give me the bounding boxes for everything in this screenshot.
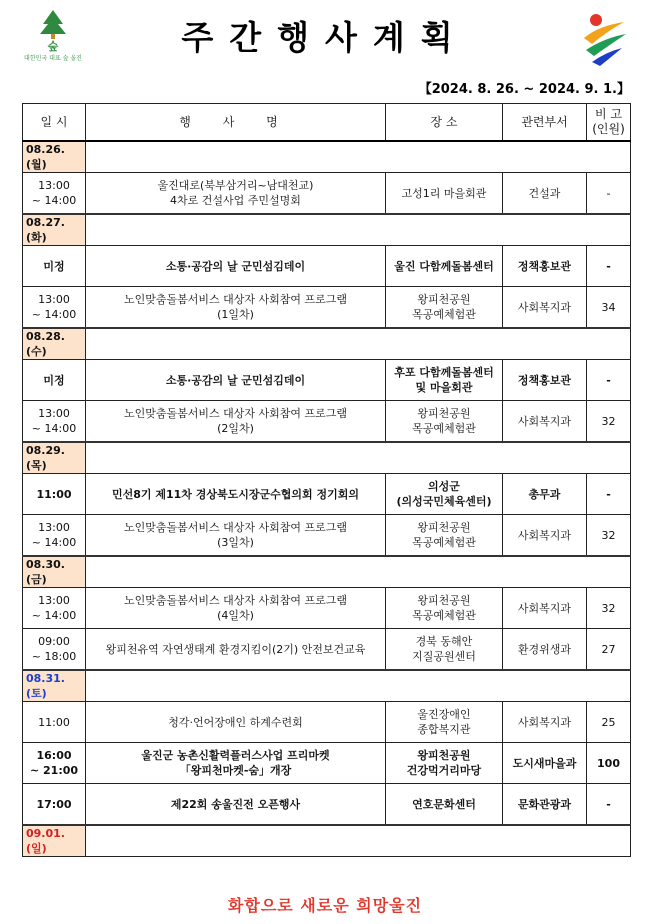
event-time-line2: ~ 14:00 bbox=[31, 194, 77, 207]
emblem bbox=[578, 8, 632, 68]
event-note: 32 bbox=[587, 588, 631, 629]
event-dept: 사회복지과 bbox=[503, 515, 587, 557]
event-dept: 문화관광과 bbox=[503, 784, 587, 826]
day-label: 08.31.(토) bbox=[23, 670, 86, 702]
event-name bbox=[86, 246, 386, 287]
event-time bbox=[23, 629, 86, 671]
event-time-line2: ~ 14:00 bbox=[31, 422, 77, 435]
event-place-line1: 경북 동해안 bbox=[415, 635, 473, 648]
event-row bbox=[23, 629, 631, 671]
event-row bbox=[23, 743, 631, 784]
event-name-line2: (3일차) bbox=[217, 536, 254, 549]
event-name-line1: 소통·공감의 날 군민섬김데이 bbox=[165, 259, 306, 273]
event-time-line1: 13:00 bbox=[38, 179, 70, 192]
event-note: 100 bbox=[587, 743, 631, 784]
event-row bbox=[23, 515, 631, 557]
event-row bbox=[23, 173, 631, 215]
event-note: 25 bbox=[587, 702, 631, 743]
event-name bbox=[86, 702, 386, 743]
event-time bbox=[23, 246, 86, 287]
event-name-line1: 울진군 농촌신활력플러스사업 프리마켓 bbox=[141, 749, 330, 762]
event-row bbox=[23, 474, 631, 515]
event-time-line1: 미정 bbox=[43, 259, 65, 273]
event-name bbox=[86, 515, 386, 557]
event-place-line1: 왕피천공원 bbox=[417, 749, 471, 762]
day-row-filler bbox=[86, 556, 631, 588]
day-row bbox=[23, 825, 631, 857]
event-place bbox=[386, 629, 503, 671]
event-time-line2: ~ 21:00 bbox=[29, 764, 79, 777]
event-time-line1: 17:00 bbox=[36, 797, 72, 811]
day-row-filler bbox=[86, 670, 631, 702]
day-row bbox=[23, 442, 631, 474]
event-time-line2: ~ 14:00 bbox=[31, 536, 77, 549]
event-row bbox=[23, 588, 631, 629]
event-time-line2: ~ 18:00 bbox=[31, 650, 77, 663]
event-note: - bbox=[587, 360, 631, 401]
event-note: 27 bbox=[587, 629, 631, 671]
event-row bbox=[23, 401, 631, 443]
event-place bbox=[386, 246, 503, 287]
event-place bbox=[386, 287, 503, 329]
event-time bbox=[23, 702, 86, 743]
event-place-line1: 왕피천공원 bbox=[417, 594, 471, 607]
event-time bbox=[23, 515, 86, 557]
event-name bbox=[86, 784, 386, 826]
day-row bbox=[23, 328, 631, 360]
event-dept: 사회복지과 bbox=[503, 702, 587, 743]
event-name-line1: 제22회 송울진전 오픈행사 bbox=[170, 797, 301, 811]
event-place-line1: 의성군 bbox=[428, 480, 460, 493]
event-place-line2: 종합복지관 bbox=[417, 723, 471, 736]
period-range: 【2024. 8. 26. ~ 2024. 9. 1.】 bbox=[418, 82, 630, 97]
event-place-line1: 울진장애인 bbox=[417, 708, 471, 721]
event-dept: 건설과 bbox=[503, 173, 587, 215]
event-place-line1: 울진 다함께돌봄센터 bbox=[394, 259, 494, 273]
event-note: - bbox=[587, 173, 631, 215]
day-label: 08.26.(월) bbox=[23, 141, 86, 173]
event-name-line2: (2일차) bbox=[217, 422, 254, 435]
event-place bbox=[386, 401, 503, 443]
day-row-filler bbox=[86, 328, 631, 360]
event-place-line1: 왕피천공원 bbox=[417, 407, 471, 420]
day-row bbox=[23, 670, 631, 702]
footer-slogan: 화합으로 새로운 희망울진 bbox=[227, 896, 423, 915]
event-dept: 사회복지과 bbox=[503, 401, 587, 443]
col-event: 행 사 명 bbox=[86, 104, 386, 142]
event-note: - bbox=[587, 784, 631, 826]
event-name-line2: 「왕피천마켓-숨」개장 bbox=[179, 764, 292, 777]
event-time-line1: 미정 bbox=[43, 373, 65, 387]
event-place-line2: 목공예체험관 bbox=[412, 536, 476, 549]
table-header bbox=[23, 104, 631, 142]
uljin-emblem-icon bbox=[578, 8, 632, 68]
event-place bbox=[386, 702, 503, 743]
event-place-line2: (의성국민체육센터) bbox=[396, 495, 492, 508]
event-name bbox=[86, 287, 386, 329]
event-time bbox=[23, 360, 86, 401]
schedule-table bbox=[22, 103, 631, 857]
event-time-line1: 13:00 bbox=[38, 407, 70, 420]
day-row-filler bbox=[86, 141, 631, 173]
event-note: 32 bbox=[587, 401, 631, 443]
event-time-line1: 13:00 bbox=[38, 594, 70, 607]
event-time bbox=[23, 588, 86, 629]
event-time bbox=[23, 743, 86, 784]
event-name bbox=[86, 588, 386, 629]
event-time bbox=[23, 287, 86, 329]
event-name-line1: 울진대로(북부삼거리~남대천교) bbox=[157, 179, 314, 192]
col-note bbox=[587, 104, 631, 142]
event-time-line1: 16:00 bbox=[36, 749, 72, 762]
day-label: 08.30.(금) bbox=[23, 556, 86, 588]
day-row-filler bbox=[86, 442, 631, 474]
event-dept: 사회복지과 bbox=[503, 588, 587, 629]
event-place bbox=[386, 588, 503, 629]
event-place-line1: 왕피천공원 bbox=[417, 293, 471, 306]
event-place-line1: 연호문화센터 bbox=[412, 797, 476, 811]
event-dept: 환경위생과 bbox=[503, 629, 587, 671]
event-time-line2: ~ 14:00 bbox=[31, 308, 77, 321]
day-label: 08.28.(수) bbox=[23, 328, 86, 360]
event-name-line1: 청각·언어장애인 하계수련회 bbox=[168, 715, 303, 729]
event-time-line1: 11:00 bbox=[36, 487, 72, 501]
event-note: - bbox=[587, 246, 631, 287]
event-name-line2: 4차로 건설사업 주민설명회 bbox=[170, 194, 301, 207]
event-place bbox=[386, 743, 503, 784]
event-time-line1: 13:00 bbox=[38, 521, 70, 534]
event-place-line1: 고성1리 마을회관 bbox=[401, 186, 487, 200]
event-place bbox=[386, 173, 503, 215]
event-name-line1: 소통·공감의 날 군민섬김데이 bbox=[165, 373, 306, 387]
event-name-line1: 민선8기 제11차 경상북도시장군수협의회 정기회의 bbox=[112, 487, 359, 501]
event-place-line2: 목공예체험관 bbox=[412, 422, 476, 435]
event-time-line2: ~ 14:00 bbox=[31, 609, 77, 622]
event-note: - bbox=[587, 474, 631, 515]
event-note: 32 bbox=[587, 515, 631, 557]
event-name-line1: 노인맞춤돌봄서비스 대상자 사회참여 프로그램 bbox=[123, 293, 347, 306]
event-name bbox=[86, 474, 386, 515]
event-name-line1: 노인맞춤돌봄서비스 대상자 사회참여 프로그램 bbox=[123, 407, 347, 420]
event-time bbox=[23, 474, 86, 515]
event-row bbox=[23, 784, 631, 826]
event-time bbox=[23, 401, 86, 443]
day-row bbox=[23, 556, 631, 588]
event-place-line2: 및 마을회관 bbox=[415, 381, 473, 394]
event-place-line2: 목공예체험관 bbox=[412, 308, 476, 321]
event-name-line1: 노인맞춤돌봄서비스 대상자 사회참여 프로그램 bbox=[123, 594, 347, 607]
event-name bbox=[86, 360, 386, 401]
event-row bbox=[23, 287, 631, 329]
event-name bbox=[86, 743, 386, 784]
day-row bbox=[23, 141, 631, 173]
day-label: 08.29.(목) bbox=[23, 442, 86, 474]
page-title: 주간행사계획 bbox=[181, 18, 469, 57]
event-time-line1: 11:00 bbox=[38, 715, 70, 729]
event-place-line2: 건강먹거리마당 bbox=[406, 764, 482, 777]
col-note-line2: (인원) bbox=[592, 122, 625, 136]
col-datetime: 일 시 bbox=[23, 104, 86, 142]
logo-text: 숲 bbox=[47, 40, 59, 52]
event-place bbox=[386, 474, 503, 515]
event-row bbox=[23, 702, 631, 743]
day-row bbox=[23, 214, 631, 246]
day-row-filler bbox=[86, 214, 631, 246]
event-name-line2: (1일차) bbox=[217, 308, 254, 321]
event-time bbox=[23, 784, 86, 826]
event-place-line1: 왕피천공원 bbox=[417, 521, 471, 534]
event-dept: 총무과 bbox=[503, 474, 587, 515]
event-dept: 정책홍보관 bbox=[503, 360, 587, 401]
day-label: 08.27.(화) bbox=[23, 214, 86, 246]
event-place bbox=[386, 784, 503, 826]
event-name bbox=[86, 401, 386, 443]
event-time-line1: 13:00 bbox=[38, 293, 70, 306]
day-row-filler bbox=[86, 825, 631, 857]
event-row bbox=[23, 360, 631, 401]
event-dept: 사회복지과 bbox=[503, 287, 587, 329]
event-note: 34 bbox=[587, 287, 631, 329]
event-name-line1: 왕피천유역 자연생태계 환경지킴이(2기) 안전보건교육 bbox=[105, 642, 366, 656]
event-place bbox=[386, 515, 503, 557]
event-time bbox=[23, 173, 86, 215]
event-name-line1: 노인맞춤돌봄서비스 대상자 사회참여 프로그램 bbox=[123, 521, 347, 534]
logo-slogan: 대한민국 대표 숲 울진 bbox=[24, 55, 82, 62]
event-time-line1: 09:00 bbox=[38, 635, 70, 648]
event-name-line2: (4일차) bbox=[217, 609, 254, 622]
event-row bbox=[23, 246, 631, 287]
event-place-line2: 목공예체험관 bbox=[412, 609, 476, 622]
event-place bbox=[386, 360, 503, 401]
event-place-line2: 지질공원센터 bbox=[412, 650, 476, 663]
event-name bbox=[86, 629, 386, 671]
col-dept: 관련부서 bbox=[503, 104, 587, 142]
col-place: 장 소 bbox=[386, 104, 503, 142]
event-dept: 도시새마을과 bbox=[503, 743, 587, 784]
event-dept: 정책홍보관 bbox=[503, 246, 587, 287]
col-note-line1: 비 고 bbox=[595, 107, 622, 121]
event-name bbox=[86, 173, 386, 215]
day-label: 09.01.(일) bbox=[23, 825, 86, 857]
event-place-line1: 후포 다함께돌봄센터 bbox=[394, 366, 494, 379]
